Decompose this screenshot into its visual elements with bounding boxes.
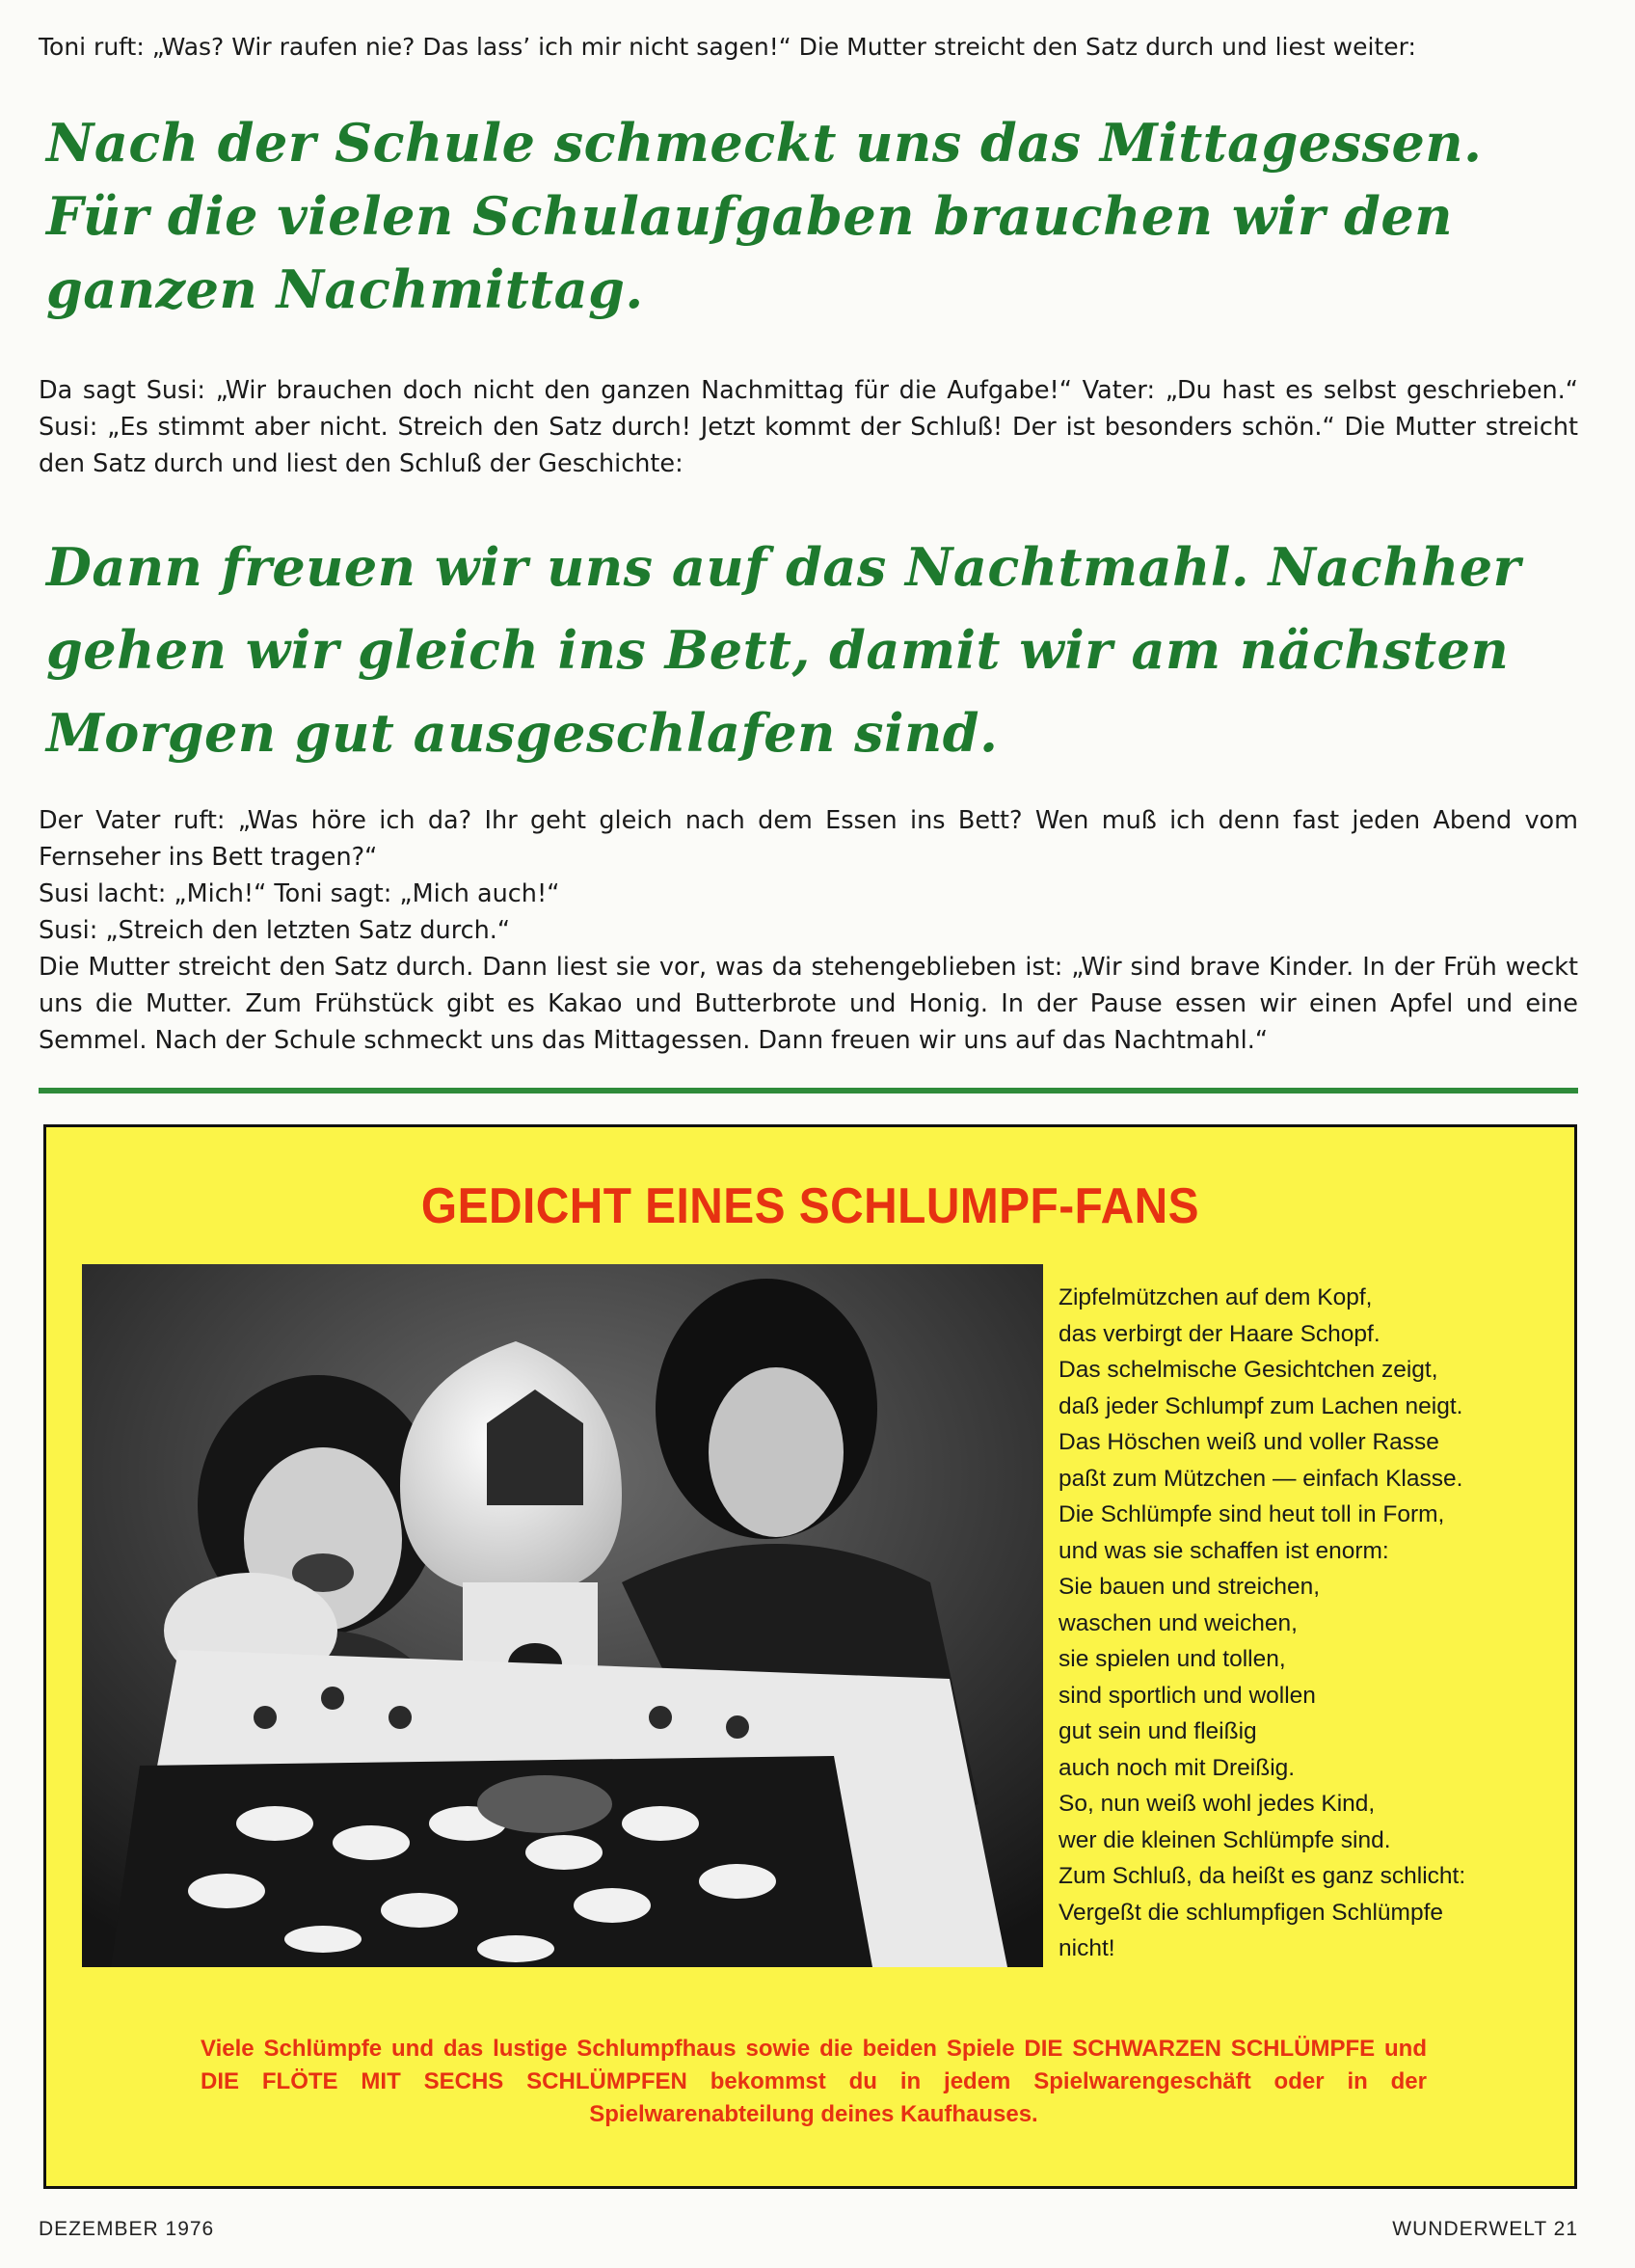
poem-line: nicht! (1059, 1935, 1115, 1961)
poem-line: waschen und weichen, (1059, 1609, 1298, 1636)
story-paragraph-3d: Die Mutter streicht den Satz durch. Dann liest sie vor, was da stehengeblieben ist: „Wir sind brave Kinder. In der Früh weckt uns die Mutter. Zum Frühstück gibt es Kakao und Butterbrote und Honig. In der Pause essen wir einen Apfel und eine Semmel. Nach der Schule schmeckt uns das Mittagessen. Dann freuen wir uns auf das Nachtmahl.“ (39, 953, 1578, 1055)
poem-line: sind sportlich und wollen (1059, 1682, 1316, 1709)
promo-text: Viele Schlümpfe und das lustige Schlumpfhaus sowie die beiden Spiele DIE SCHWARZEN SCHLÜMPFE und DIE FLÖTE MIT SECHS SCHLÜMPFEN bekommst du in jedem Spielwarengeschäft oder in der Spielwarenabteilung deines Kaufhauses. (201, 2036, 1427, 2127)
poem-line: wer die kleinen Schlümpfe sind. (1059, 1826, 1391, 1853)
story-paragraph-3 (39, 802, 1578, 1059)
poem-line: daß jeder Schlumpf zum Lachen neigt. (1059, 1392, 1463, 1419)
magazine-page (39, 0, 1593, 2268)
photo-illustration (82, 1264, 1043, 1967)
poem-line: sie spielen und tollen, (1059, 1646, 1286, 1672)
footer-page-number: WUNDERWELT 21 (1392, 2218, 1578, 2240)
story-paragraph-3a: Der Vater ruft: „Was höre ich da? Ihr geht gleich nach dem Essen ins Bett? Wen muß ich denn fast jeden Abend vom Fernseher ins Bett tragen?“ (39, 806, 1578, 872)
poem-line: So, nun weiß wohl jedes Kind, (1059, 1791, 1376, 1817)
poem-line: paßt zum Mützchen — einfach Klasse. (1059, 1465, 1463, 1492)
story-intro: Toni ruft: „Was? Wir raufen nie? Das lass’ ich mir nicht sagen!“ Die Mutter streicht den Satz durch und liest weiter: (39, 33, 1416, 61)
poem-line: gut sein und fleißig (1059, 1718, 1257, 1744)
poem-line: das verbirgt der Haare Schopf. (1059, 1320, 1380, 1347)
poem-box-title: GEDICHT EINES SCHLUMPF-FANS (420, 1178, 1200, 1234)
poem-line: Die Schlümpfe sind heut toll in Form, (1059, 1501, 1445, 1527)
poem-line: und was sie schaffen ist enorm: (1059, 1537, 1389, 1564)
story-paragraph-3c: Susi: „Streich den letzten Satz durch.“ (39, 916, 511, 945)
poem-line: auch noch mit Dreißig. (1059, 1754, 1296, 1781)
poem-line: Sie bauen und streichen, (1059, 1574, 1321, 1600)
story-paragraph-2 (39, 372, 1578, 482)
poem-box (43, 1124, 1577, 2189)
poem-line: Zipfelmützchen auf dem Kopf, (1059, 1284, 1373, 1310)
poem-line: Das schelmische Gesichtchen zeigt, (1059, 1357, 1438, 1383)
poem-line: Vergeßt die schlumpfigen Schlümpfe (1059, 1899, 1444, 1926)
story-paragraph-2-text: Da sagt Susi: „Wir brauchen doch nicht den ganzen Nachmittag für die Aufgabe!“ Vater: „Du hast es selbst geschrieben.“ Susi: „Es stimmt aber nicht. Streich den Satz durch! Jetzt kommt der Schluß! Der ist besonders schön.“ Die Mutter streicht den Satz durch und liest den Schluß der Geschichte: (39, 376, 1578, 478)
poem-line: Das Höschen weiß und voller Rasse (1059, 1429, 1439, 1455)
footer-date: DEZEMBER 1976 (39, 2218, 215, 2240)
story-paragraph-3b: Susi lacht: „Mich!“ Toni sagt: „Mich auch!“ (39, 879, 560, 908)
handwritten-passage-2: Dann freuen wir uns auf das Nachtmahl. Nachher gehen wir gleich ins Bett, damit wir am nächsten Morgen gut ausgeschlafen sind. (46, 536, 1521, 764)
section-divider (39, 1088, 1578, 1094)
handwritten-passage-1: Nach der Schule schmeckt uns das Mittagessen. Für die vielen Schulaufgaben brauchen wir den ganzen Nachmittag. (46, 112, 1483, 320)
poem-line: Zum Schluß, da heißt es ganz schlicht: (1059, 1863, 1466, 1889)
children-playing-photo (82, 1264, 1043, 1967)
poem (1059, 1280, 1560, 1967)
